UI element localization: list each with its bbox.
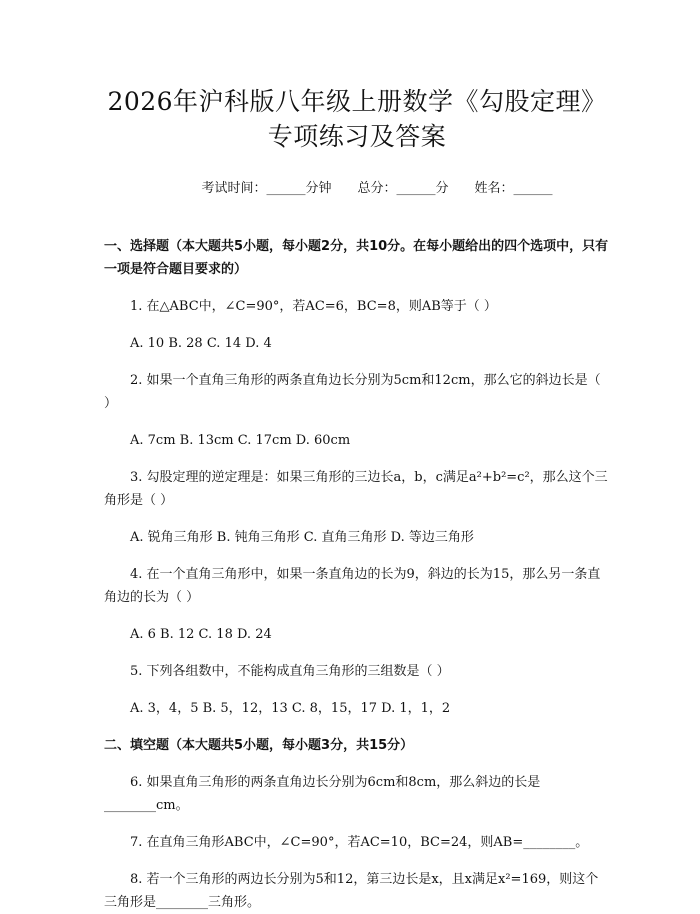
question-2: 2. 如果一个直角三角形的两条直角边长分别为5cm和12cm，那么它的斜边长是（ ）	[104, 373, 601, 411]
question-3-options: A. 锐角三角形 B. 钝角三角形 C. 直角三角形 D. 等边三角形	[130, 530, 474, 545]
title-line-1: 2026年沪科版八年级上册数学《勾股定理》	[107, 87, 607, 116]
section-heading-fill: 二、填空题（本大题共5小题，每小题3分，共15分）	[104, 738, 414, 753]
exam-info	[104, 180, 610, 198]
page-title	[104, 0, 610, 154]
question-4-options: A. 6 B. 12 C. 18 D. 24	[130, 627, 272, 642]
question-3: 3. 勾股定理的逆定理是：如果三角形的三边长a，b，c满足a²+b²=c²，那么这个三角形是（ ）	[104, 470, 608, 508]
name-field: 姓名：______	[474, 181, 553, 196]
total-score-field: 总分：______分	[357, 181, 449, 196]
question-1: 1. 在△ABC中，∠C=90°，若AC=6，BC=8，则AB等于（ ）	[130, 299, 497, 314]
question-5-options: A. 3，4，5 B. 5，12，13 C. 8，15，17 D. 1，1，2	[130, 701, 451, 716]
question-6: 6. 如果直角三角形的两条直角边长分别为6cm和8cm，那么斜边的长是________cm。	[104, 775, 541, 813]
exam-time-field: 考试时间：______分钟	[201, 181, 332, 196]
question-7: 7. 在直角三角形ABC中，∠C=90°，若AC=10，BC=24，则AB=________。	[130, 835, 589, 850]
question-5: 5. 下列各组数中，不能构成直角三角形的三组数是（ ）	[130, 664, 450, 679]
question-2-options: A. 7cm B. 13cm C. 17cm D. 60cm	[130, 433, 351, 448]
title-line-2: 专项练习及答案	[267, 122, 447, 151]
section-heading-choice: 一、选择题（本大题共5小题，每小题2分，共10分。在每小题给出的四个选项中，只有一项是符合题目要求的）	[104, 239, 609, 277]
question-8: 8. 若一个三角形的两边长分别为5和12，第三边长是x，且x满足x²=169，则这个三角形是________三角形。	[104, 872, 599, 910]
question-4: 4. 在一个直角三角形中，如果一条直角边的长为9，斜边的长为15，那么另一条直角边的长为（ ）	[104, 567, 601, 605]
question-1-options: A. 10 B. 28 C. 14 D. 4	[130, 336, 272, 351]
